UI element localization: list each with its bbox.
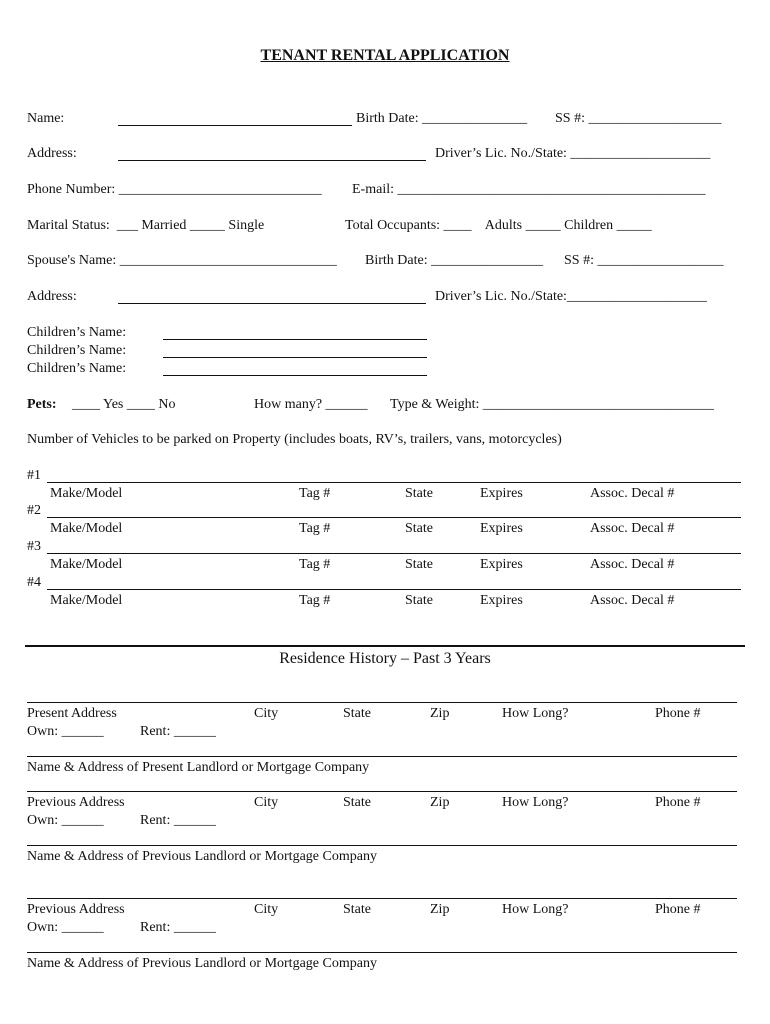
vehicle-make-label: Make/Model xyxy=(50,593,123,608)
landlord-field[interactable] xyxy=(27,845,737,846)
residence-city-label: City xyxy=(254,902,279,917)
birth-date-field[interactable]: Birth Date: _______________ xyxy=(356,111,528,126)
pets-how-many-field[interactable]: How many? ______ xyxy=(254,397,368,412)
vehicle-state-label: State xyxy=(405,486,433,501)
residence-phone-label: Phone # xyxy=(655,795,701,810)
residence-address-label: Present Address xyxy=(27,706,117,721)
residence-phone-label: Phone # xyxy=(655,706,701,721)
landlord-label: Name & Address of Previous Landlord or Mortgage Company xyxy=(27,956,377,971)
spouse-ss-field[interactable]: SS #: __________________ xyxy=(564,253,724,268)
vehicle-state-label: State xyxy=(405,593,433,608)
occupants-field[interactable]: Total Occupants: ____ Adults _____ Children _____ xyxy=(345,218,652,233)
landlord-field[interactable] xyxy=(27,756,737,757)
pets-yes-no-field[interactable]: ____ Yes ____ No xyxy=(72,397,176,412)
vehicle-number: #1 xyxy=(27,468,41,483)
vehicle-number: #2 xyxy=(27,503,41,518)
residence-how-long-label: How Long? xyxy=(502,795,569,810)
residence-how-long-label: How Long? xyxy=(502,706,569,721)
residence-rent-field[interactable]: Rent: ______ xyxy=(140,813,216,828)
vehicle-expires-label: Expires xyxy=(480,593,523,608)
child-name-label: Children’s Name: xyxy=(27,361,127,376)
vehicle-number: #3 xyxy=(27,539,41,554)
residence-how-long-label: How Long? xyxy=(502,902,569,917)
residence-address-field[interactable] xyxy=(27,791,737,792)
residence-state-label: State xyxy=(343,902,371,917)
residence-rent-field[interactable]: Rent: ______ xyxy=(140,724,216,739)
child-name-label: Children’s Name: xyxy=(27,325,127,340)
vehicle-decal-label: Assoc. Decal # xyxy=(590,557,675,572)
landlord-field[interactable] xyxy=(27,952,737,953)
child-name-label: Children’s Name: xyxy=(27,343,127,358)
vehicle-state-label: State xyxy=(405,557,433,572)
child-name-field[interactable] xyxy=(163,375,427,376)
spouse-drivers-license-field[interactable]: Driver’s Lic. No./State:____________________ xyxy=(435,289,707,304)
child-name-field[interactable] xyxy=(163,339,427,340)
residence-zip-label: Zip xyxy=(430,706,450,721)
phone-field[interactable]: Phone Number: _____________________________ xyxy=(27,182,322,197)
residence-heading: Residence History – Past 3 Years xyxy=(279,650,491,667)
drivers-license-field[interactable]: Driver’s Lic. No./State: ____________________ xyxy=(435,146,711,161)
residence-address-field[interactable] xyxy=(27,898,737,899)
vehicle-make-label: Make/Model xyxy=(50,486,123,501)
landlord-label: Name & Address of Previous Landlord or Mortgage Company xyxy=(27,849,377,864)
section-divider xyxy=(25,645,745,647)
residence-own-field[interactable]: Own: ______ xyxy=(27,920,104,935)
residence-zip-label: Zip xyxy=(430,902,450,917)
residence-address-label: Previous Address xyxy=(27,795,125,810)
landlord-label: Name & Address of Present Landlord or Mortgage Company xyxy=(27,760,370,775)
residence-city-label: City xyxy=(254,706,279,721)
residence-state-label: State xyxy=(343,795,371,810)
residence-address-label: Previous Address xyxy=(27,902,125,917)
vehicle-make-label: Make/Model xyxy=(50,557,123,572)
residence-address-field[interactable] xyxy=(27,702,737,703)
marital-status-field[interactable]: Marital Status: ___ Married _____ Single xyxy=(27,218,265,233)
pets-label: Pets: xyxy=(27,397,57,412)
spouse-address-label: Address: xyxy=(27,289,77,304)
vehicle-decal-label: Assoc. Decal # xyxy=(590,521,675,536)
vehicle-decal-label: Assoc. Decal # xyxy=(590,486,675,501)
vehicles-heading: Number of Vehicles to be parked on Property (includes boats, RV’s, trailers, vans, motorcycles) xyxy=(27,432,562,447)
vehicle-field[interactable] xyxy=(47,517,741,518)
address-field[interactable] xyxy=(118,160,426,161)
name-field[interactable] xyxy=(118,125,352,126)
vehicle-number: #4 xyxy=(27,575,41,590)
vehicle-field[interactable] xyxy=(47,482,741,483)
vehicle-field[interactable] xyxy=(47,589,741,590)
vehicle-expires-label: Expires xyxy=(480,486,523,501)
spouse-address-field[interactable] xyxy=(118,303,426,304)
ss-field[interactable]: SS #: ___________________ xyxy=(555,111,722,126)
residence-own-field[interactable]: Own: ______ xyxy=(27,724,104,739)
residence-zip-label: Zip xyxy=(430,795,450,810)
vehicle-make-label: Make/Model xyxy=(50,521,123,536)
residence-city-label: City xyxy=(254,795,279,810)
vehicle-field[interactable] xyxy=(47,553,741,554)
spouse-birth-date-field[interactable]: Birth Date: ________________ xyxy=(365,253,544,268)
address-label: Address: xyxy=(27,146,77,161)
spouse-name-field[interactable]: Spouse's Name: _______________________________ xyxy=(27,253,337,268)
vehicle-expires-label: Expires xyxy=(480,521,523,536)
vehicle-tag-label: Tag # xyxy=(299,486,331,501)
pets-type-weight-field[interactable]: Type & Weight: _________________________________ xyxy=(390,397,714,412)
vehicle-decal-label: Assoc. Decal # xyxy=(590,593,675,608)
vehicle-tag-label: Tag # xyxy=(299,521,331,536)
child-name-field[interactable] xyxy=(163,357,427,358)
residence-phone-label: Phone # xyxy=(655,902,701,917)
vehicle-tag-label: Tag # xyxy=(299,593,331,608)
vehicle-expires-label: Expires xyxy=(480,557,523,572)
name-label: Name: xyxy=(27,111,65,126)
vehicle-tag-label: Tag # xyxy=(299,557,331,572)
residence-rent-field[interactable]: Rent: ______ xyxy=(140,920,216,935)
residence-own-field[interactable]: Own: ______ xyxy=(27,813,104,828)
email-field[interactable]: E-mail: ____________________________________________ xyxy=(352,182,706,197)
vehicle-state-label: State xyxy=(405,521,433,536)
page-title: TENANT RENTAL APPLICATION xyxy=(260,47,510,64)
residence-state-label: State xyxy=(343,706,371,721)
